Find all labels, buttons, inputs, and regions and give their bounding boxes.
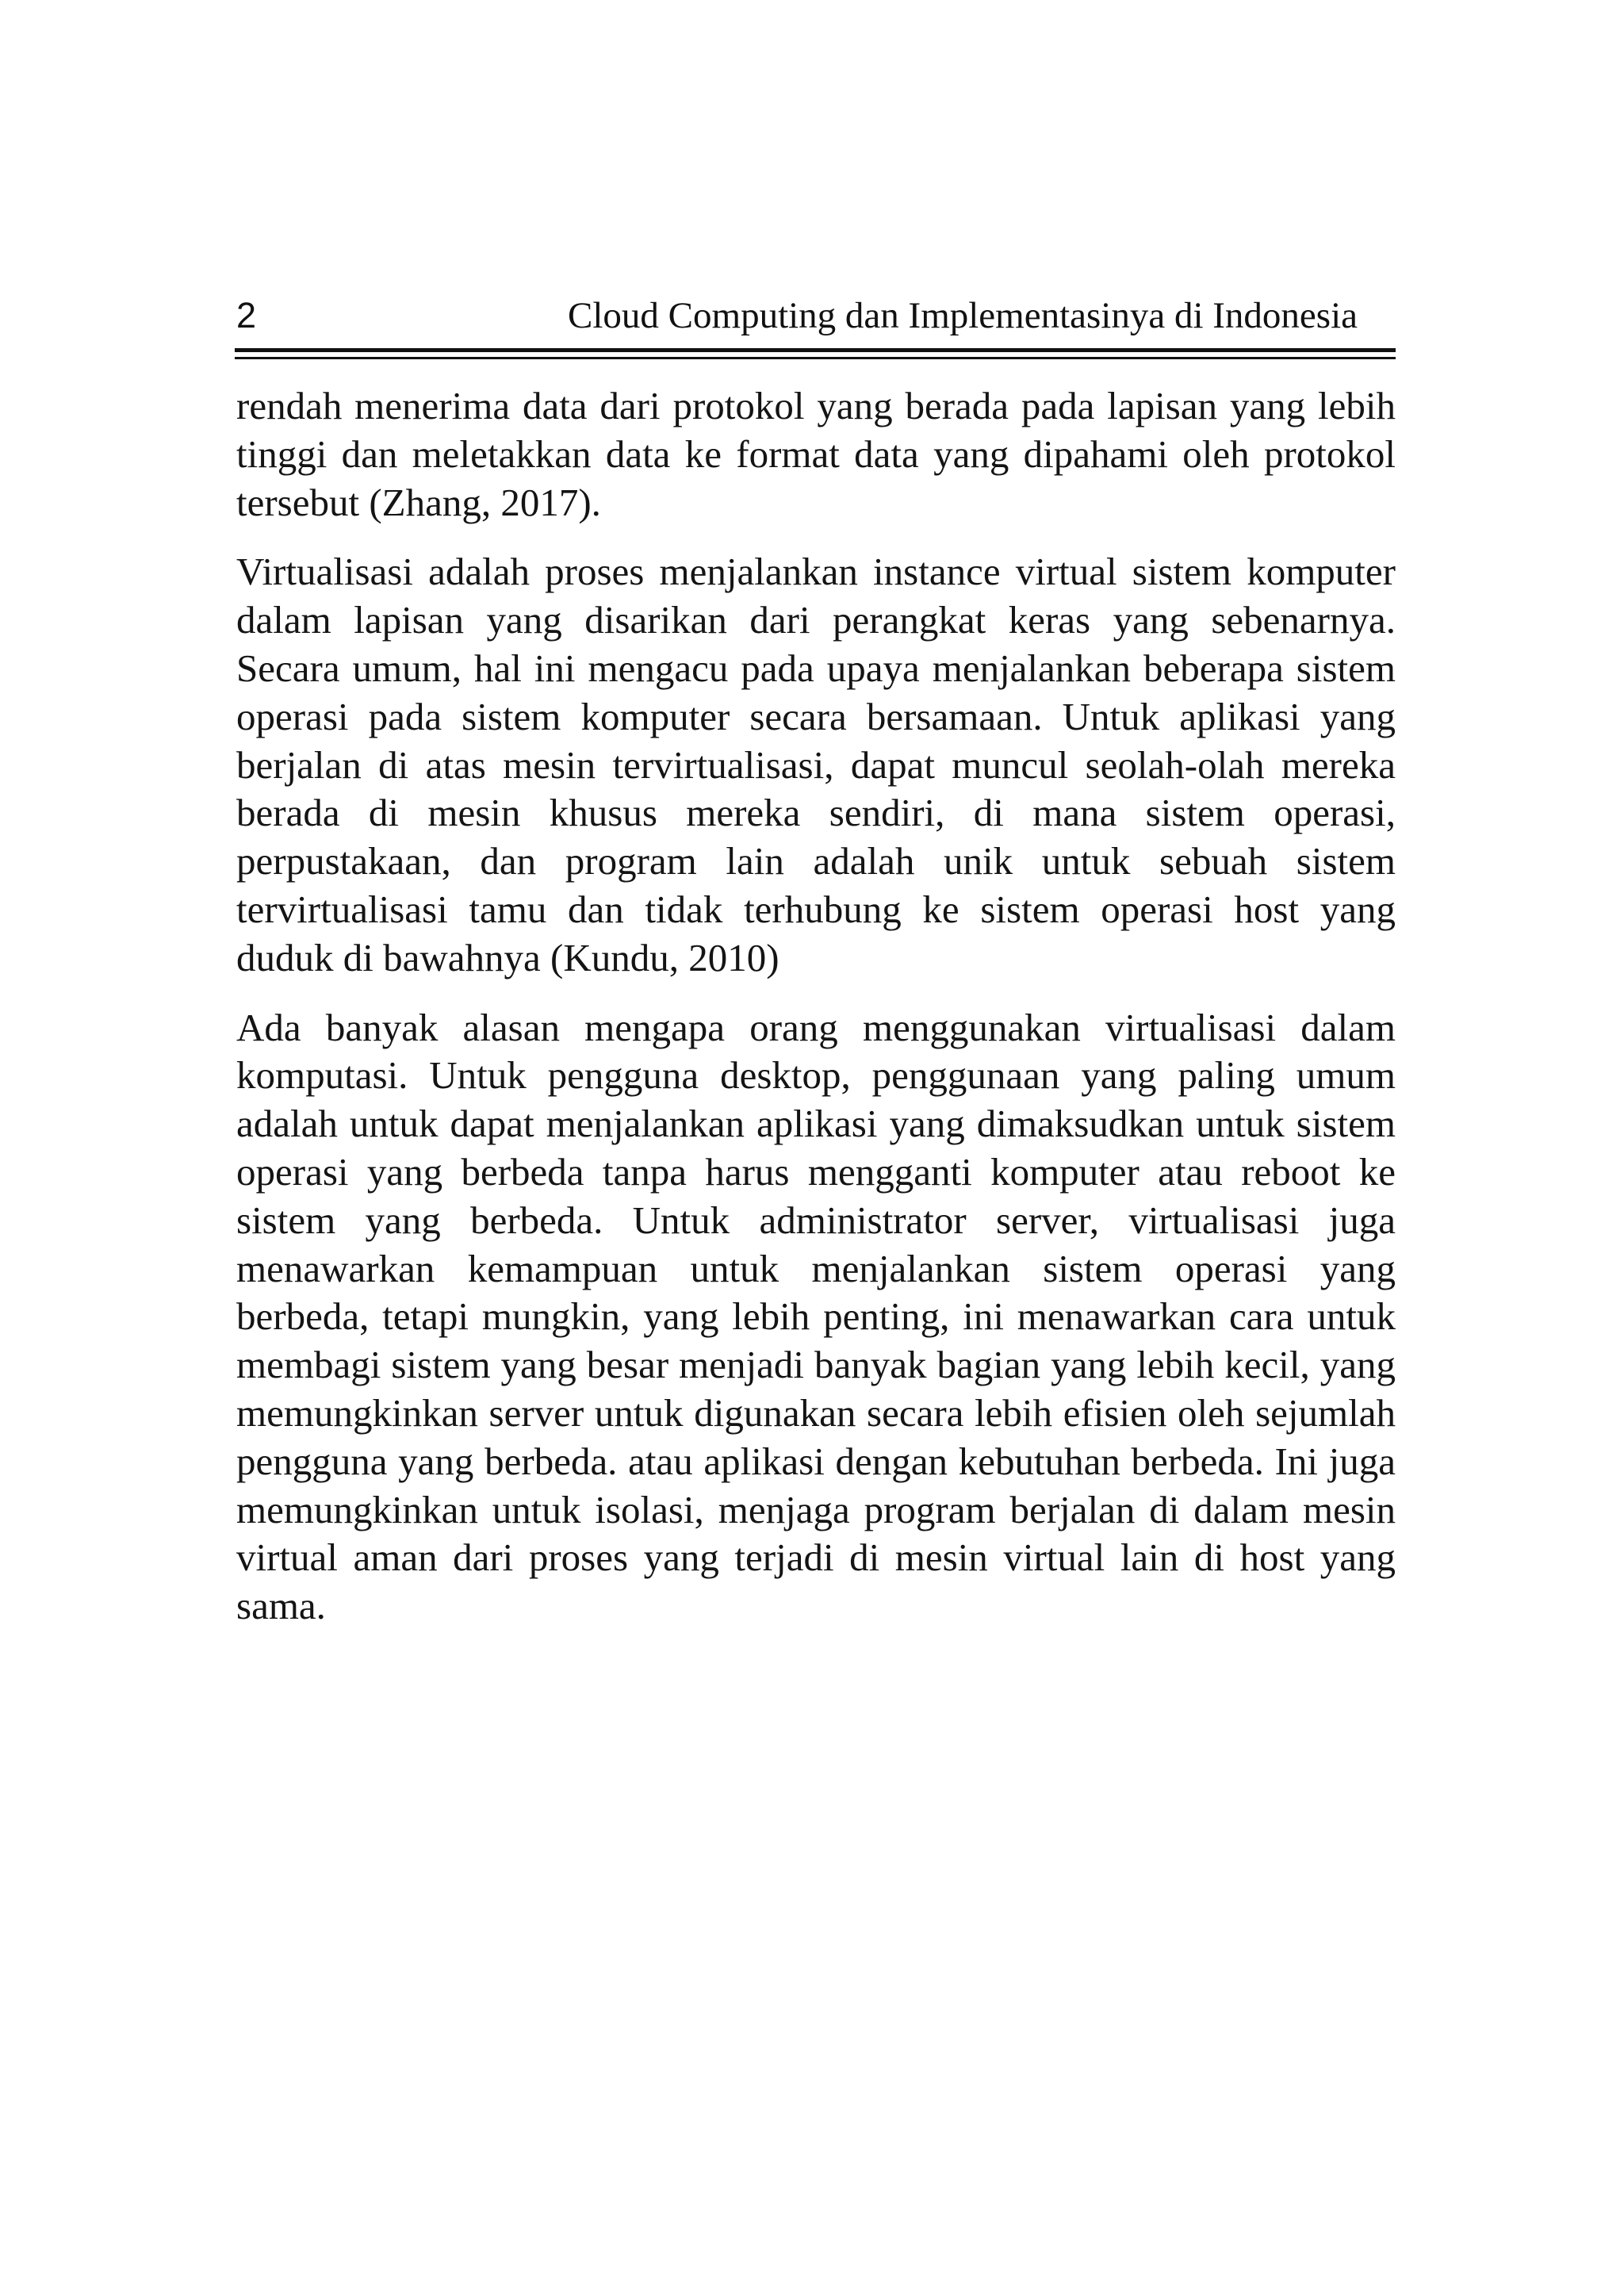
header-rule-top [235, 348, 1396, 352]
paragraph-3: Ada banyak alasan mengapa orang menggunakan virtualisasi dalam komputasi. Untuk pengguna desktop, penggunaan yang paling umum adalah untuk dapat menjalankan aplikasi yang dimaksudkan untuk sistem operasi yang berbeda tanpa harus mengganti komputer atau reboot ke sistem yang berbeda. Untuk administrator server, virtualisasi juga menawarkan kemampuan untuk menjalankan sistem operasi yang berbeda, tetapi mungkin, yang lebih penting, ini menawarkan cara untuk membagi sistem yang besar menjadi banyak bagian yang lebih kecil, yang memungkinkan server untuk digunakan secara lebih efisien oleh sejumlah pengguna yang berbeda. atau aplikasi dengan kebutuhan berbeda. Ini juga memungkinkan untuk isolasi, menjaga program berjalan di dalam mesin virtual aman dari proses yang terjadi di mesin virtual lain di host yang sama. [236, 1005, 1396, 1628]
page-header [235, 292, 1396, 339]
header-rule-bottom [235, 357, 1396, 359]
body-text [236, 382, 1396, 1652]
page-number: 2 [236, 295, 257, 335]
paragraph-2: Virtualisasi adalah proses menjalankan instance virtual sistem komputer dalam lapisan yang disarikan dari perangkat keras yang sebenarnya. Secara umum, hal ini mengacu pada upaya menjalankan beberapa sistem operasi pada sistem komputer secara bersamaan. Untuk aplikasi yang berjalan di atas mesin tervirtualisasi, dapat muncul seolah-olah mereka berada di mesin khusus mereka sendiri, di mana sistem operasi, perpustakaan, dan program lain adalah unik untuk sebuah sistem tervirtualisasi tamu dan tidak terhubung ke sistem operasi host yang duduk di bawahnya (Kundu, 2010) [236, 550, 1396, 979]
paragraph-1: rendah menerima data dari protokol yang berada pada lapisan yang lebih tinggi dan meletakkan data ke format data yang dipahami oleh protokol tersebut (Zhang, 2017). [236, 384, 1396, 524]
running-title: Cloud Computing dan Implementasinya di Indonesia [568, 295, 1358, 336]
